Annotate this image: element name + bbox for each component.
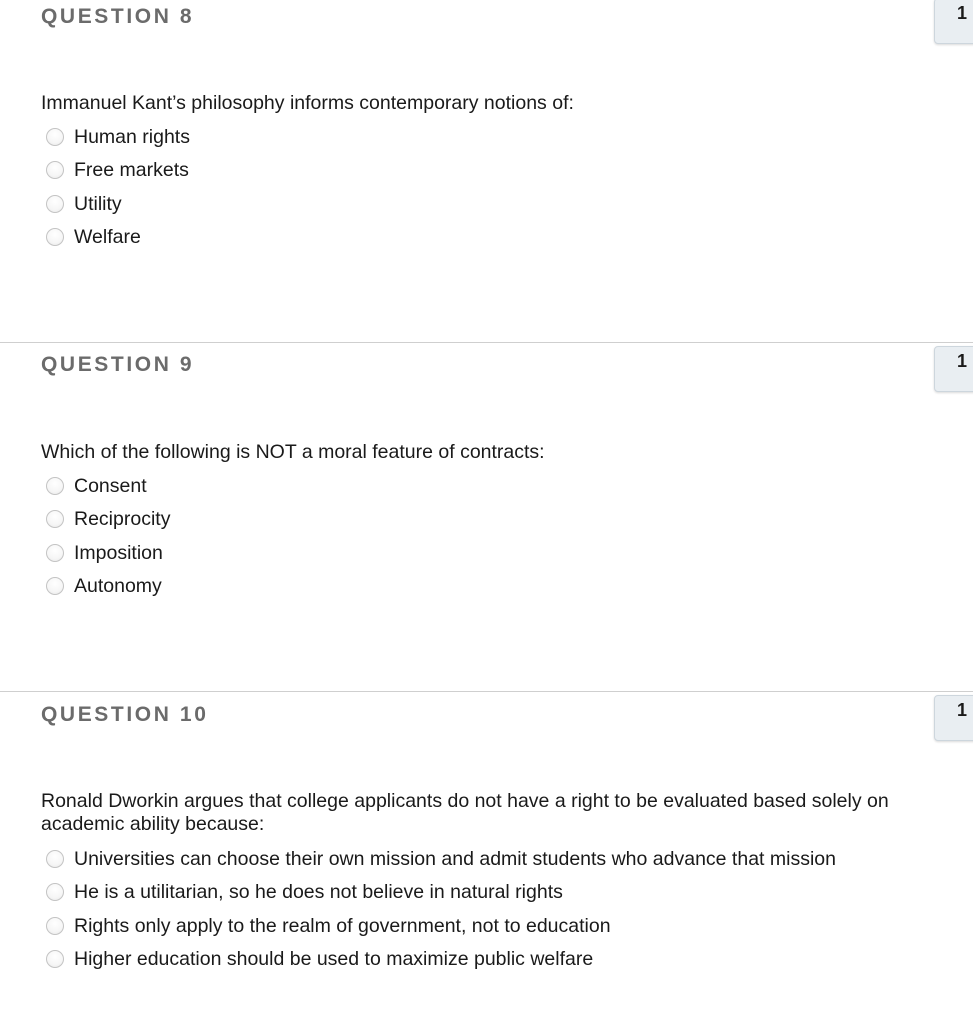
option-label[interactable]: Consent [74, 475, 147, 497]
answer-option[interactable] [0, 844, 930, 874]
option-label[interactable]: Human rights [74, 126, 190, 148]
answer-option[interactable] [0, 471, 930, 501]
answer-option[interactable] [0, 504, 930, 534]
answer-option[interactable] [0, 538, 930, 568]
radio-button[interactable] [46, 883, 64, 901]
points-badge [934, 346, 973, 392]
radio-button[interactable] [46, 128, 64, 146]
section-divider [0, 691, 973, 692]
answer-option[interactable] [0, 155, 930, 185]
option-label[interactable]: Free markets [74, 159, 189, 181]
points-value: 1 [957, 351, 968, 371]
answer-option[interactable] [0, 944, 930, 974]
radio-button[interactable] [46, 477, 64, 495]
option-label[interactable]: Reciprocity [74, 508, 171, 530]
radio-button[interactable] [46, 510, 64, 528]
radio-button[interactable] [46, 195, 64, 213]
question-text: Which of the following is NOT a moral feature of contracts: [41, 441, 545, 463]
points-badge [934, 0, 973, 44]
points-value: 1 [957, 3, 968, 23]
radio-button[interactable] [46, 228, 64, 246]
radio-button[interactable] [46, 917, 64, 935]
option-label[interactable]: Higher education should be used to maximize public welfare [74, 948, 594, 970]
answer-option[interactable] [0, 222, 930, 252]
option-label[interactable]: Autonomy [74, 575, 162, 597]
answer-option[interactable] [0, 911, 930, 941]
points-value: 1 [957, 700, 968, 720]
answer-option[interactable] [0, 571, 930, 601]
option-label[interactable]: He is a utilitarian, so he does not believe in natural rights [74, 881, 563, 903]
answer-option[interactable] [0, 122, 930, 152]
question-title: QUESTION 8 [41, 5, 195, 28]
section-divider [0, 342, 973, 343]
question-text: Ronald Dworkin argues that college applicants do not have a right to be evaluated based solely on academic ability because: [41, 790, 889, 835]
answer-option[interactable] [0, 189, 930, 219]
radio-button[interactable] [46, 950, 64, 968]
radio-button[interactable] [46, 577, 64, 595]
option-label[interactable]: Imposition [74, 542, 163, 564]
answer-option[interactable] [0, 877, 930, 907]
option-label[interactable]: Universities can choose their own mission and admit students who advance that mission [74, 848, 836, 870]
points-badge [934, 695, 973, 741]
option-label[interactable]: Utility [74, 193, 122, 215]
radio-button[interactable] [46, 161, 64, 179]
option-label[interactable]: Welfare [74, 226, 141, 248]
option-label[interactable]: Rights only apply to the realm of government, not to education [74, 915, 611, 937]
radio-button[interactable] [46, 544, 64, 562]
question-text: Immanuel Kant’s philosophy informs contemporary notions of: [41, 92, 574, 114]
question-title: QUESTION 10 [41, 703, 209, 726]
radio-button[interactable] [46, 850, 64, 868]
question-title: QUESTION 9 [41, 353, 195, 376]
